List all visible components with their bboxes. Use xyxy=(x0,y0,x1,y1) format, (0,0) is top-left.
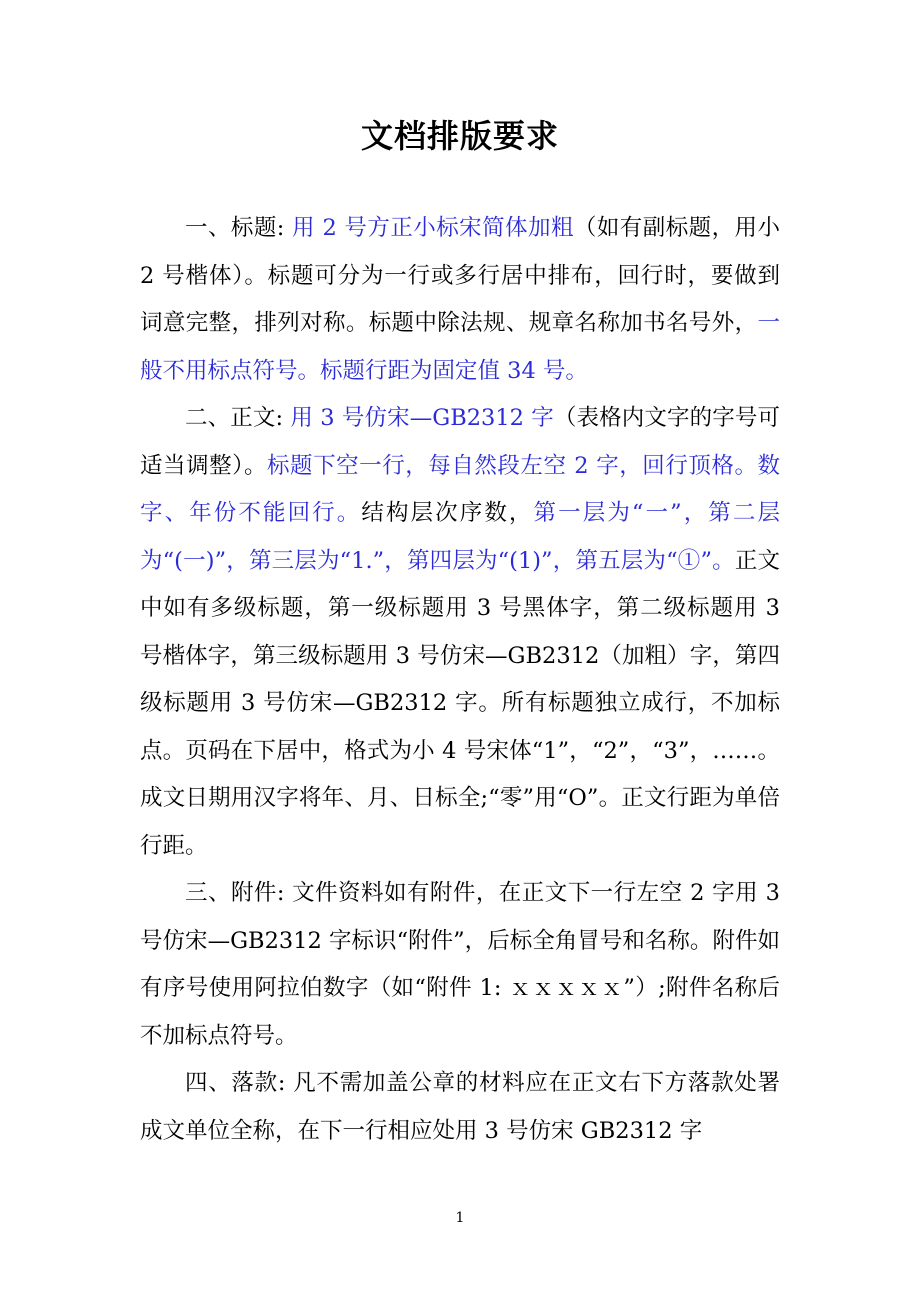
document-title: 文档排版要求 xyxy=(360,117,559,155)
text-segment: 一、标题: xyxy=(185,215,292,241)
text-segment: 四、落款: 凡不需加盖公章的材料应在正文右下方落款处署成文单位全称，在下一行相应处用 3 号仿宋 GB2312 字 xyxy=(140,1070,780,1144)
paragraph-title-rules xyxy=(140,205,780,395)
highlighted-text-segment: 标题下空一行，每自然段左空 2 字，回行顶格。数字、年份不能回行。 xyxy=(140,452,780,526)
text-segment: 三、附件: 文件资料如有附件，在正文下一行左空 2 字用 3 号仿宋—GB2312 字标识“附件”，后标全角冒号和名称。附件如有序号使用阿拉伯数字（如“附件 1: ｘｘｘｘｘ”）;附件名称后不加标点符号。 xyxy=(140,880,780,1049)
text-segment: （表格内文字的字号可适当调整）。 xyxy=(140,405,780,479)
highlighted-text-segment: 一般不用标点符号。标题行距为固定值 34 号。 xyxy=(140,310,780,384)
text-segment: 二、正文: xyxy=(185,405,291,431)
page-number: 1 xyxy=(455,1210,465,1226)
highlighted-text-segment: 第一层为“一”，第二层为“(一)”，第三层为“1.”，第四层为“(1)”，第五层为“①”。 xyxy=(140,500,780,574)
paragraph-body-rules xyxy=(140,395,780,870)
paragraph-signature-rules xyxy=(140,1060,780,1155)
text-segment: 结构层次序数， xyxy=(361,500,534,526)
text-segment: 正文中如有多级标题，第一级标题用 3 号黑体字，第二级标题用 3 号楷体字，第三级标题用 3 号仿宋—GB2312（加粗）字，第四级标题用 3 号仿宋—GB2312 字。所有标题独立成行，不加标点。页码在下居中，格式为小 4 号宋体“1”，“2”，“3”，……。成文日期用汉字将年、月、日标全;“零”用“O”。正文行距为单倍行距。 xyxy=(140,547,780,859)
paragraph-attachment-rules xyxy=(140,870,780,1060)
highlighted-text-segment: 用 2 号方正小标宋简体加粗 xyxy=(291,215,574,241)
text-segment: （如有副标题，用小 2 号楷体）。标题可分为一行或多行居中排布，回行时，要做到词意完整，排列对称。标题中除法规、规章名称加书名号外， xyxy=(140,215,780,336)
highlighted-text-segment: 用 3 号仿宋—GB2312 字 xyxy=(290,405,554,431)
document-body xyxy=(140,205,780,1155)
